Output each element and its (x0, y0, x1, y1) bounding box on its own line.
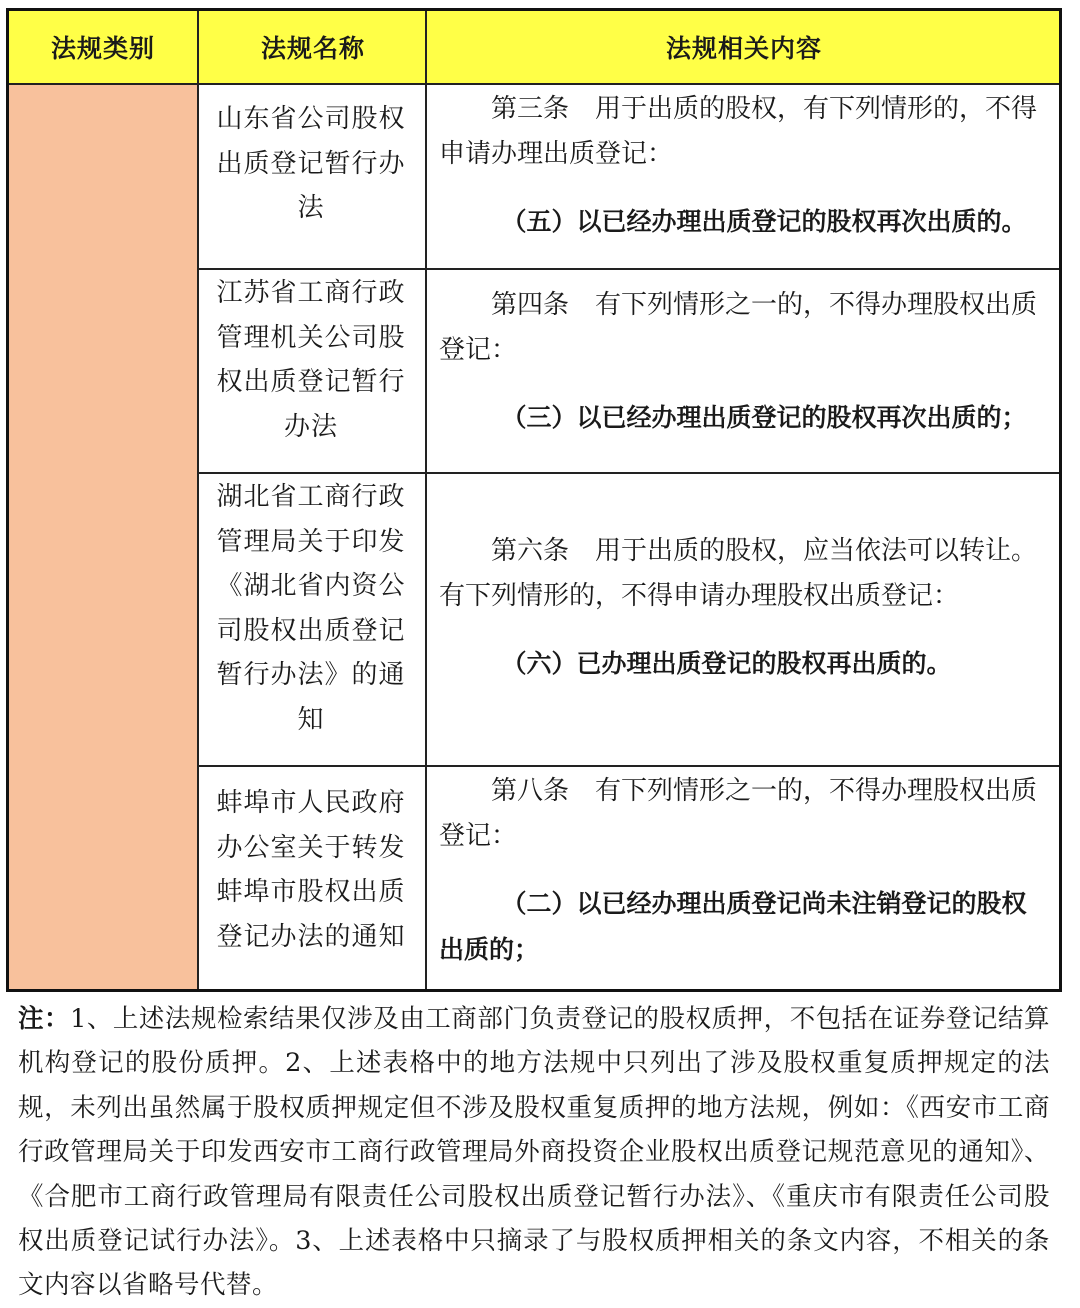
row-2-content (439, 283, 1049, 441)
row-2-name: 江苏省工商行政管理机关公司股权出质登记暂行办法 (216, 278, 406, 442)
row-divider-3 (197, 765, 1059, 767)
header-divider (9, 83, 1059, 85)
row-1-content (439, 87, 1049, 245)
row-4-name: 蚌埠市人民政府办公室关于转发蚌埠市股权出质登记办法的通知 (216, 788, 406, 952)
footnote-label: 注： (18, 1004, 71, 1034)
footnote-text: 1、上述法规检索结果仅涉及由工商部门负责登记的股权质押，不包括在证券登记结算机构登记的股份质押。2、上述表格中的地方法规中只列出了涉及股权重复质押规定的法规，未列出虽然属于股权质押规定但不涉及股权重复质押的地方法规，例如：《西安市工商行政管理局关于印发西安市工商行政管理局外商投资企业股权出质登记规范意见的通知》、《合肥市工商行政管理局有限责任公司股权出质登记暂行办法》、《重庆市有限责任公司股权出质登记试行办法》。3、上述表格中只摘录了与股权质押相关的条文内容，不相关的条文内容以省略号代替。 (18, 1004, 1050, 1301)
row-2-article: 第四条 有下列情形之一的，不得办理股权出质登记： (439, 290, 1038, 365)
header-content: 法规相关内容 (665, 34, 822, 63)
row-divider-1 (197, 268, 1059, 270)
row-4-article: 第八条 有下列情形之一的，不得办理股权出质登记： (439, 776, 1038, 851)
col-divider-1 (197, 11, 199, 989)
category-cell (9, 85, 197, 989)
header-category: 法规类别 (50, 34, 155, 63)
row-1-name: 山东省公司股权出质登记暂行办法 (216, 104, 406, 223)
row-1-clause: （五）以已经办理出质登记的股权再次出质的。 (501, 207, 1027, 236)
row-3-name: 湖北省工商行政管理局关于印发《湖北省内资公司股权出质登记暂行办法》的通知 (216, 482, 406, 735)
header-name: 法规名称 (260, 34, 365, 63)
row-3-clause: （六）已办理出质登记的股权再出质的。 (501, 649, 952, 678)
row-divider-2 (197, 472, 1059, 474)
row-4-clause: （二）以已经办理出质登记尚未注销登记的股权出质的； (439, 889, 1027, 964)
row-1-article: 第三条 用于出质的股权，有下列情形的，不得申请办理出质登记： (439, 94, 1038, 169)
row-3-content (439, 529, 1049, 687)
row-4-content (439, 769, 1049, 973)
col-divider-2 (425, 11, 427, 989)
row-2-clause: （三）以已经办理出质登记的股权再次出质的； (501, 403, 1027, 432)
row-3-article: 第六条 用于出质的股权，应当依法可以转让。有下列情形的，不得申请办理股权出质登记： (439, 536, 1038, 611)
regulation-table (6, 8, 1062, 992)
footnote (18, 997, 1050, 1308)
